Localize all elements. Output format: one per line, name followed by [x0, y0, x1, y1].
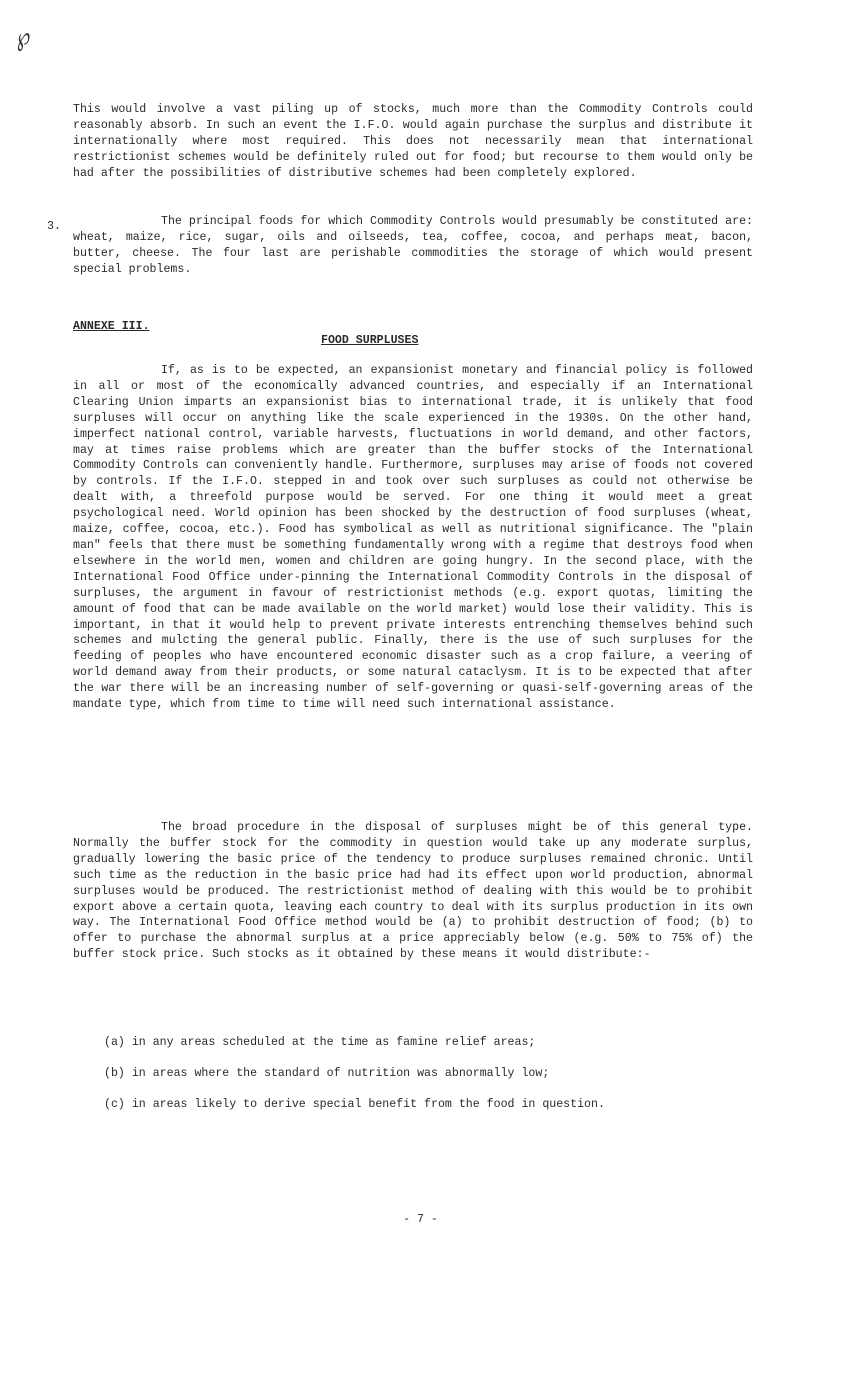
annex-paragraph-1: If, as is to be expected, an expansionist monetary and financial policy is followed in all or most of the economically advanced countries, and especially if an International Clearing Union imparts an expansionist bias to international trade, it is unlikely that food surpluses will occur on anything like the scale experienced in the 1930s. On the other hand, imperfect national control, variable harvests, fluctuations in world demand, and other factors, may at times raise problems which are greater than the buffer stocks of the International Commodity Controls can conveniently handle. Furthermore, surpluses may arise of foods not covered by controls. If the I.F.O. stepped in and took over such surpluses as could not otherwise be dealt with, a threefold purpose would be served. For one thing it would meet a great psychological need. World opinion has been shocked by the destruction of food surpluses (wheat, maize, coffee, cocoa, etc.). Food has symbolical as well as nutritional significance. The "plain man" feels that there must be something fundamentally wrong with a regime that destroys food when elsewhere in the world men, women and children are going hungry. In the second place, with the International Food Office under-pinning the International Commodity Controls in the disposal of surpluses, the argument in favour of restrictionist methods (e.g. export quotas, limiting the amount of food that can be made available on the world market) would lose their validity. This is important, in that it would help to prevent private interests entrenching themselves behind such schemes and mulcting the general public. Finally, there is the use of such surpluses for the feeding of peoples who have encountered economic disaster such as a crop failure, a veering of world demand away from their products, or some natural cataclysm. It is to be expected that after the war there will be an increasing number of self-governing or quasi-self-governing areas of the mandate type, which from time to time will need such international assistance.: [73, 364, 753, 712]
item-3-paragraph: The principal foods for which Commodity Controls would presumably be constituted are: wheat, maize, rice, sugar, oils and oilseeds, tea, coffee, cocoa, and perhaps meat, bacon, butter, cheese. The four last are perishable commodities the storage of which would present special problems.: [73, 215, 753, 276]
continuation-paragraph: This would involve a vast piling up of stocks, much more than the Commodity Controls could reasonably absorb. In such an event the I.F.O. would again purchase the surplus and distribute it internationally where most required. This does not necessarily mean that international restrictionist schemes would be definitely ruled out for food; but recourse to them would only be had after the possibilities of distributive schemes had been completely explored.: [73, 103, 753, 180]
page-number: - 7 -: [403, 1213, 438, 1226]
list-item-b: (b) in areas where the standard of nutrition was abnormally low;: [104, 1067, 550, 1080]
list-item-a: (a) in any areas scheduled at the time as famine relief areas;: [104, 1036, 536, 1049]
handwritten-corner-mark: ℘: [10, 24, 34, 53]
item-number-3: 3.: [47, 220, 61, 233]
annex-heading: ANNEXE III.: [73, 320, 150, 333]
section-title: FOOD SURPLUSES: [321, 334, 419, 347]
annex-paragraph-2: The broad procedure in the disposal of surpluses might be of this general type. Normally the buffer stock for the commodity in question would take up any moderate surplus, gradually lowering the basic price of the tendency to produce surpluses remained chronic. Until such time as the reduction in the basic price had had its effect upon world production, abnormal surpluses would be produced. The restrictionist method of dealing with this would be to prohibit export above a certain quota, leaving each country to deal with its surplus production in its own way. The International Food Office method would be (a) to prohibit destruction of food; (b) to offer to purchase the abnormal surplus at a price appreciably below (e.g. 50% to 75% of) the buffer stock price. Such stocks as it obtained by these means it would distribute:-: [73, 821, 753, 962]
list-item-c: (c) in areas likely to derive special benefit from the food in question.: [104, 1098, 605, 1111]
